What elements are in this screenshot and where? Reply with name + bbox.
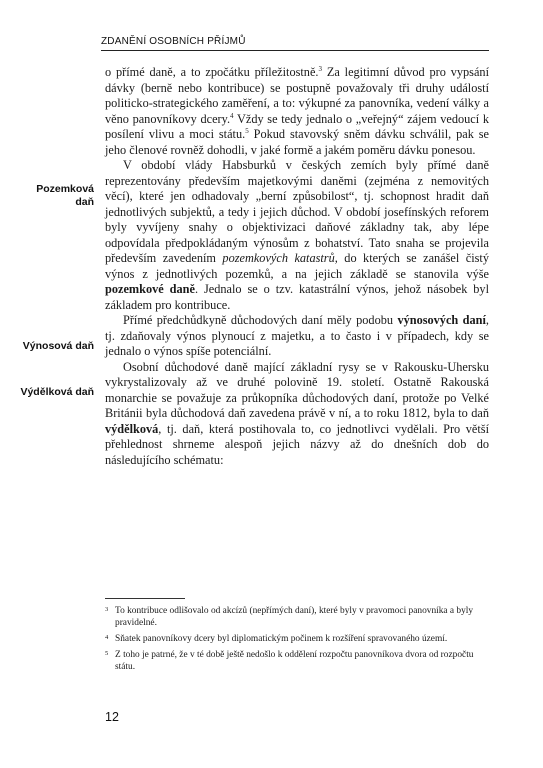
text-run: o přímé daně, a to zpočátku příležitostně.: [105, 65, 319, 79]
footnote-ref[interactable]: 3: [318, 64, 322, 73]
margin-note-pozemkova-dan: [10, 183, 94, 209]
text-run: . Jednalo se o tzv. katastrální výnos, jehož násobek byl základem pro kontribuce.: [105, 282, 489, 312]
page-number: 12: [105, 710, 119, 724]
footnote-divider: [105, 598, 185, 599]
term-bold: pozemkové daně: [105, 282, 195, 296]
running-head: ZDANĚNÍ OSOBNÍCH PŘÍJMŮ: [101, 36, 489, 51]
text-run: V období vlády Habsburků v českých zemích byly přímé daně reprezentovány především majetkovými daněmi (zejména z nemovitých věcí), které jen odhadovaly „berní způsobilost“, tj. schopnost hradit daň jednotlivých subjektů, a tedy i jejich důchod. V období josefínských reforem byly vyvíjeny snahy o objektivizaci daňové základny tak, aby lépe odpovídala předpokládaným výnosům z bohatství. Tato snaha se projevila především zavedením: [105, 158, 489, 265]
text-run: Přímé předchůdkyně důchodových daní měly podobu: [123, 313, 398, 327]
text-run: Za legitimní důvod pro vypsání dávky (berně nebo kontribuce) se postupně považovaly tři druhy událostí politicko-strategického zaměření, a to: výkupné za panovníka, vedení války a věno panovníkovy dcery.: [105, 65, 489, 126]
footnotes: [105, 605, 489, 677]
margin-note-vydelkova-dan: Výdělková daň: [20, 386, 94, 398]
margin-note-line: daň: [75, 196, 94, 208]
margin-note-line: Pozemková: [36, 183, 94, 195]
footnote-text: Z toho je patrné, že v té době ještě nedošlo k oddělení rozpočtu panovníkova dvora od rozpočtu státu.: [115, 650, 474, 672]
body-text: [105, 65, 489, 468]
term-bold: výdělková: [105, 421, 159, 436]
text-run: Osobní důchodové daně mající základní rysy se v Rakousku-Uhersku vykrystalizovaly až ve druhé polovině 19. století. Ostatně Rakouská monarchie se považuje za průkopníka důchodových daní, protože po Velké Británii byla důchodová daň zavedena právě v ní, a to roku 1812, byla to daň: [105, 359, 489, 420]
text-run: , tj. zdaňovaly výnos plynoucí z majetku, a to často i v případech, kdy se jednalo o výnos spíše potenciální.: [105, 313, 489, 358]
paragraph-1: [105, 65, 489, 158]
text-run: Vždy se tedy jednalo o „veřejný“ zájem vedoucí k posílení vlivu a moci státu.: [105, 111, 489, 141]
text-run: , tj. daň, která postihovala to, co jednotlivci vydělali. Pro větší přehlednost shrneme alespoň jejich názvy až do dnešních dob do následujícího schématu:: [105, 421, 489, 467]
footnote: [105, 605, 489, 629]
paragraph-2: [105, 158, 489, 313]
footnote: [105, 633, 489, 645]
footnote-text: Sňatek panovníkovy dcery byl diplomatickým počinem k rozšíření spravovaného území.: [115, 634, 448, 644]
footnote-number: 3: [105, 606, 109, 613]
term-bold: výnosových daní: [397, 313, 486, 327]
text-run: do kterých se zanášel čistý výnos z jednotlivých pozemků, a na jejich základě se stanovila výše: [105, 251, 489, 281]
term-italic: pozemkových katastrů,: [222, 251, 338, 265]
footnote: [105, 649, 489, 673]
margin-note-vynosova-dan: Výnosová daň: [22, 340, 94, 352]
footnote-ref[interactable]: 4: [230, 111, 234, 120]
footnote-text: To kontribuce odlišovalo od akcízů (nepřímých daní), které byly v pravomoci panovníka a byly pravidelné.: [115, 606, 474, 628]
footnote-number: 5: [105, 650, 109, 657]
footnote-ref[interactable]: 5: [245, 126, 249, 135]
footnote-number: 4: [105, 634, 109, 641]
paragraph-3: [105, 313, 489, 360]
paragraph-4: [105, 360, 489, 469]
text-run: Pokud stavovský sněm dávku schválil, pak se jeho členové rovněž dohodli, v jaké formě a jakém poměru dávku ponesou.: [105, 127, 490, 157]
